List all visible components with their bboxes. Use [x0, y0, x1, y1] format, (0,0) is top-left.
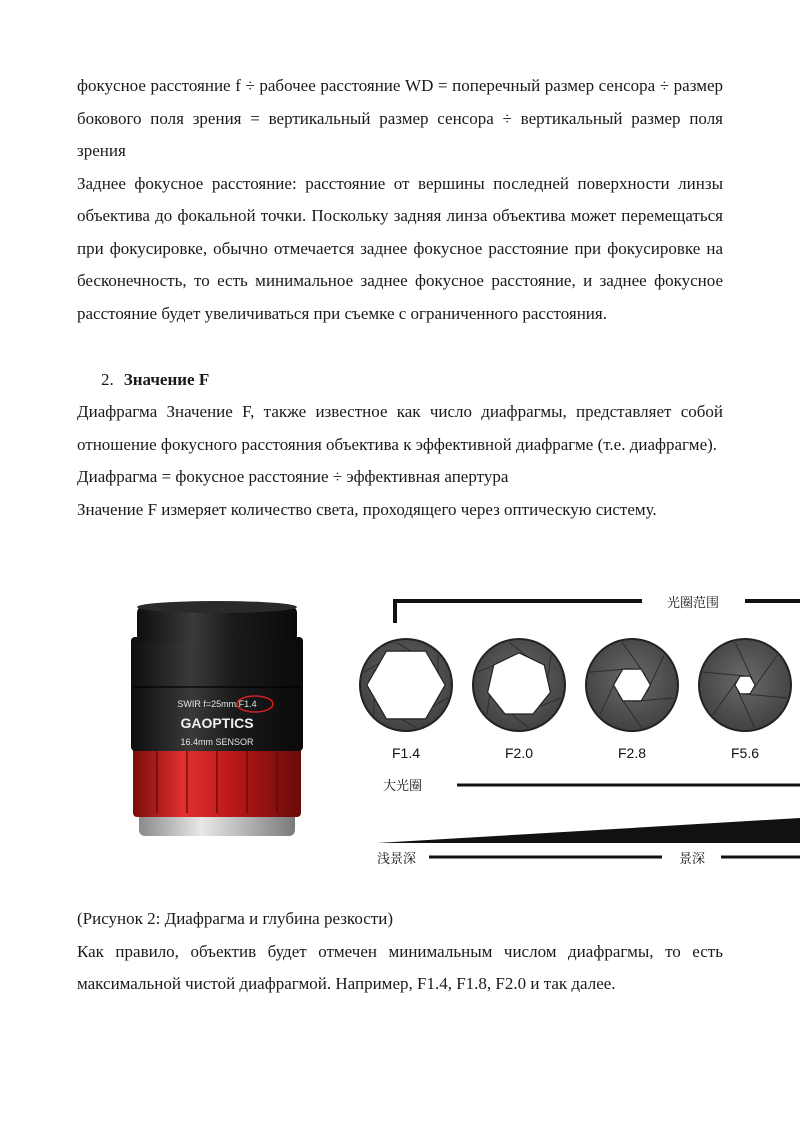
lens-spec-line1: SWIR f=25mm/F1.4 — [177, 699, 257, 709]
heading-number: 2. — [101, 370, 114, 389]
top-text — [77, 70, 723, 330]
lens-top — [137, 601, 297, 613]
dof-wedge — [377, 818, 800, 843]
figure-caption: (Рисунок 2: Диафрагма и глубина резкости) — [77, 909, 393, 928]
aperture-figure — [77, 575, 800, 905]
paragraph: Заднее фокусное расстояние: расстояние от вершины последней поверхности линзы объектива до фокальной точки. Поскольку задняя линза объектива может перемещаться при фокусировке, обычно отмечается заднее фокусное расстояние при фокусировке на бесконечность, то есть минимальное заднее фокусное расстояние, и заднее фокусное расстояние будет увеличиваться при съемке с ограниченного расстояния. — [77, 173, 723, 323]
lens-brand: GAOPTICS — [180, 715, 254, 731]
lens-black-body — [131, 637, 303, 751]
aperture-opening — [735, 676, 755, 694]
paragraph: фокусное расстояние f ÷ рабочее расстояние WD = поперечный размер сенсора ÷ размер бокового поля зрения = вертикальный размер сенсора ÷ вертикальный размер поля зрения — [77, 76, 723, 160]
paragraph: Значение F измеряет количество света, проходящего через оптическую систему. — [77, 499, 657, 519]
aperture-label: F1.4 — [391, 745, 421, 761]
paragraph: Как правило, объектив будет отмечен минимальным числом диафрагмы, то есть максимальной чистой диафрагмой. Например, F1.4, F1.8, F2.0 и так далее. — [77, 941, 723, 993]
middle-text — [77, 396, 723, 526]
aperture-diagram — [77, 575, 800, 905]
aperture-disc — [360, 639, 452, 761]
heading-title: Значение F — [123, 370, 210, 389]
aperture-label: F2.8 — [617, 745, 647, 761]
lens-spec-line2: 16.4mm SENSOR — [180, 737, 254, 747]
aperture-discs — [360, 639, 791, 761]
bottom-text — [77, 903, 723, 1001]
aperture-label: F5.6 — [730, 745, 760, 761]
paragraph: Диафрагма Значение F, также известное как число диафрагмы, представляет собой отношение фокусного расстояния объектива к эффективной диафрагме (т.е. диафрагме). — [77, 402, 723, 454]
aperture-range-bracket — [395, 595, 800, 623]
section-heading — [101, 364, 209, 397]
paragraph: Диафрагма = фокусное расстояние ÷ эффективная апертура — [77, 467, 509, 486]
aperture-disc — [586, 639, 678, 761]
shallow-dof-label: 浅景深 — [377, 852, 417, 867]
dof-row — [377, 851, 800, 867]
aperture-disc — [473, 639, 565, 761]
dof-label: 景深 — [679, 852, 706, 867]
aperture-label: F2.0 — [504, 745, 534, 761]
lens-illustration — [131, 601, 303, 836]
large-aperture-row — [383, 778, 800, 794]
aperture-disc — [699, 639, 791, 761]
large-aperture-label: 大光圈 — [383, 779, 423, 794]
aperture-range-label: 光圈范围 — [666, 596, 720, 611]
